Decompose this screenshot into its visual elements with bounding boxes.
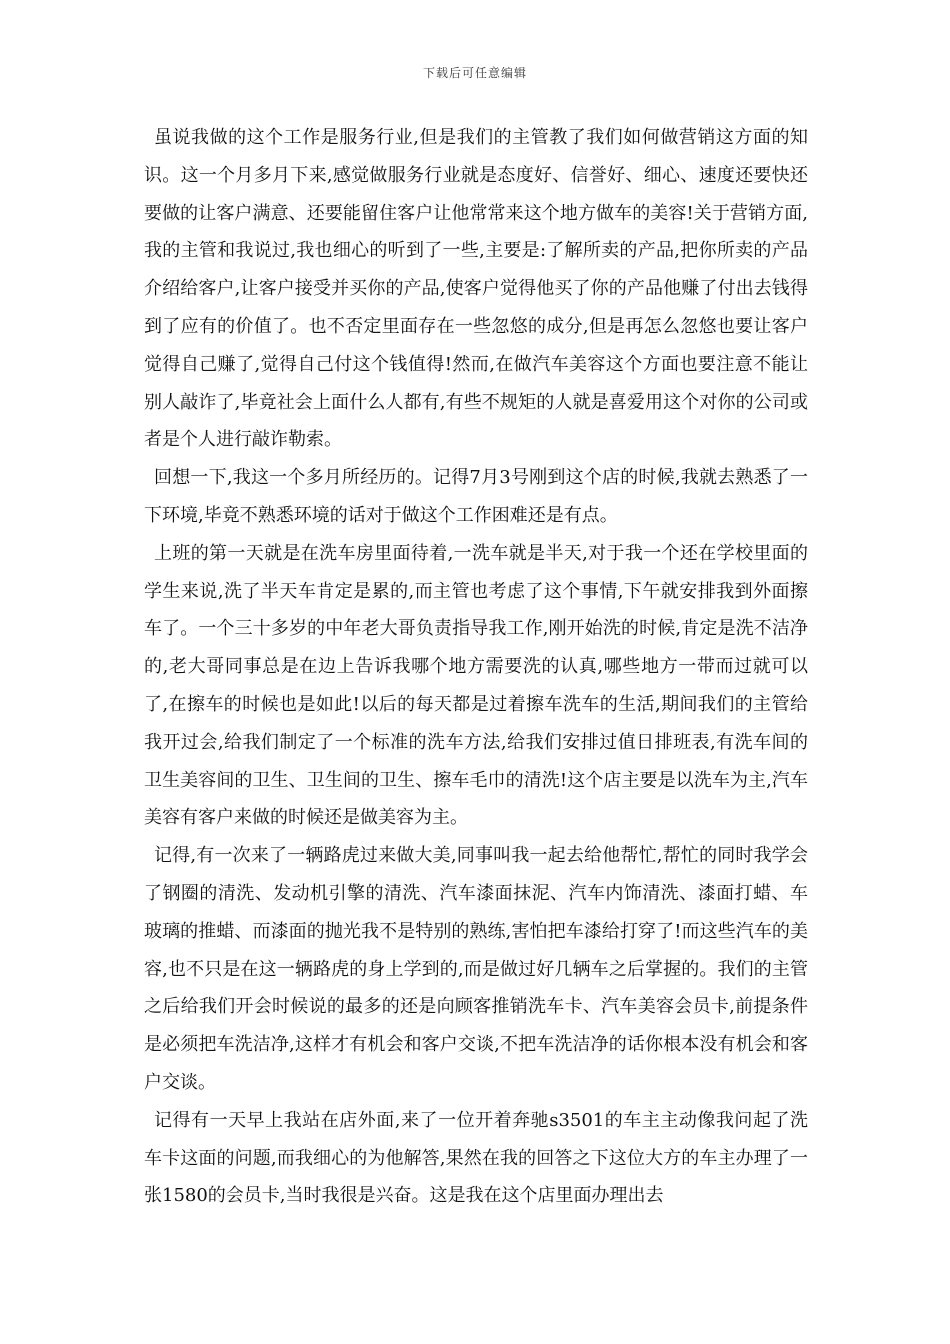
document-body xyxy=(144,119,808,1215)
paragraph-land-rover: 记得,有一次来了一辆路虎过来做大美,同事叫我一起去给他帮忙,帮忙的同时我学会了钢圈的清洗、发动机引擎的清洗、汽车漆面抹泥、汽车内饰清洗、漆面打蜡、车玻璃的推蜡、而漆面的抛光我不是特别的熟练,害怕把车漆给打穿了!而这些汽车的美容,也不只是在这一辆路虎的身上学到的,而是做过好几辆车之后掌握的。我们的主管之后给我们开会时候说的最多的还是向顾客推销洗车卡、汽车美容会员卡,前提条件是必须把车洗洁净,这样才有机会和客户交谈,不把车洗洁净的话你根本没有机会和客户交谈。 xyxy=(144,845,808,1093)
paragraph-first-day: 上班的第一天就是在洗车房里面待着,一洗车就是半天,对于我一个还在学校里面的学生来说,洗了半天车肯定是累的,而主管也考虑了这个事情,下午就安排我到外面擦车了。一个三十多岁的中年老大哥负责指导我工作,刚开始洗的时候,肯定是洗不洁净的,老大哥同事总是在边上告诉我哪个地方需要洗的认真,哪些地方一带而过就可以了,在擦车的时候也是如此!以后的每天都是过着擦车洗车的生活,期间我们的主管给我开过会,给我们制定了一个标准的洗车方法,给我们安排过值日排班表,有洗车间的卫生美容间的卫生、卫生间的卫生、擦车毛巾的清洗!这个店主要是以洗车为主,汽车美容有客户来做的时候还是做美容为主。 xyxy=(144,542,808,829)
paragraph-marketing: 虽说我做的这个工作是服务行业,但是我们的主管教了我们如何做营销这方面的知识。这一个月多月下来,感觉做服务行业就是态度好、信誉好、细心、速度还要快还要做的让客户满意、还要能留住客户让他常常来这个地方做车的美容!关于营销方面,我的主管和我说过,我也细心的听到了一些,主要是:了解所卖的产品,把你所卖的产品介绍给客户,让客户接受并买你的产品,使客户觉得他买了你的产品他赚了付出去钱得到了应有的价值了。也不否定里面存在一些忽悠的成分,但是再怎么忽悠也要让客户觉得自己赚了,觉得自己付这个钱值得!然而,在做汽车美容这个方面也要注意不能让别人敲诈了,毕竟社会上面什么人都有,有些不规矩的人就是喜爱用这个对你的公司或者是个人进行敲诈勒索。 xyxy=(144,127,808,451)
paragraph-membership-card: 记得有一天早上我站在店外面,来了一位开着奔驰s3501的车主主动像我问起了洗车卡这面的问题,而我细心的为他解答,果然在我的回答之下这位大方的车主办理了一张1580的会员卡,当时我很是兴奋。这是我在这个店里面办理出去 xyxy=(144,1109,808,1207)
page-header: 下载后可任意编辑 xyxy=(422,66,527,80)
paragraph-first-arrival: 回想一下,我这一个多月所经历的。记得7月3号刚到这个店的时候,我就去熟悉了一下环境,毕竟不熟悉环境的话对于做这个工作困难还是有点。 xyxy=(144,467,808,526)
